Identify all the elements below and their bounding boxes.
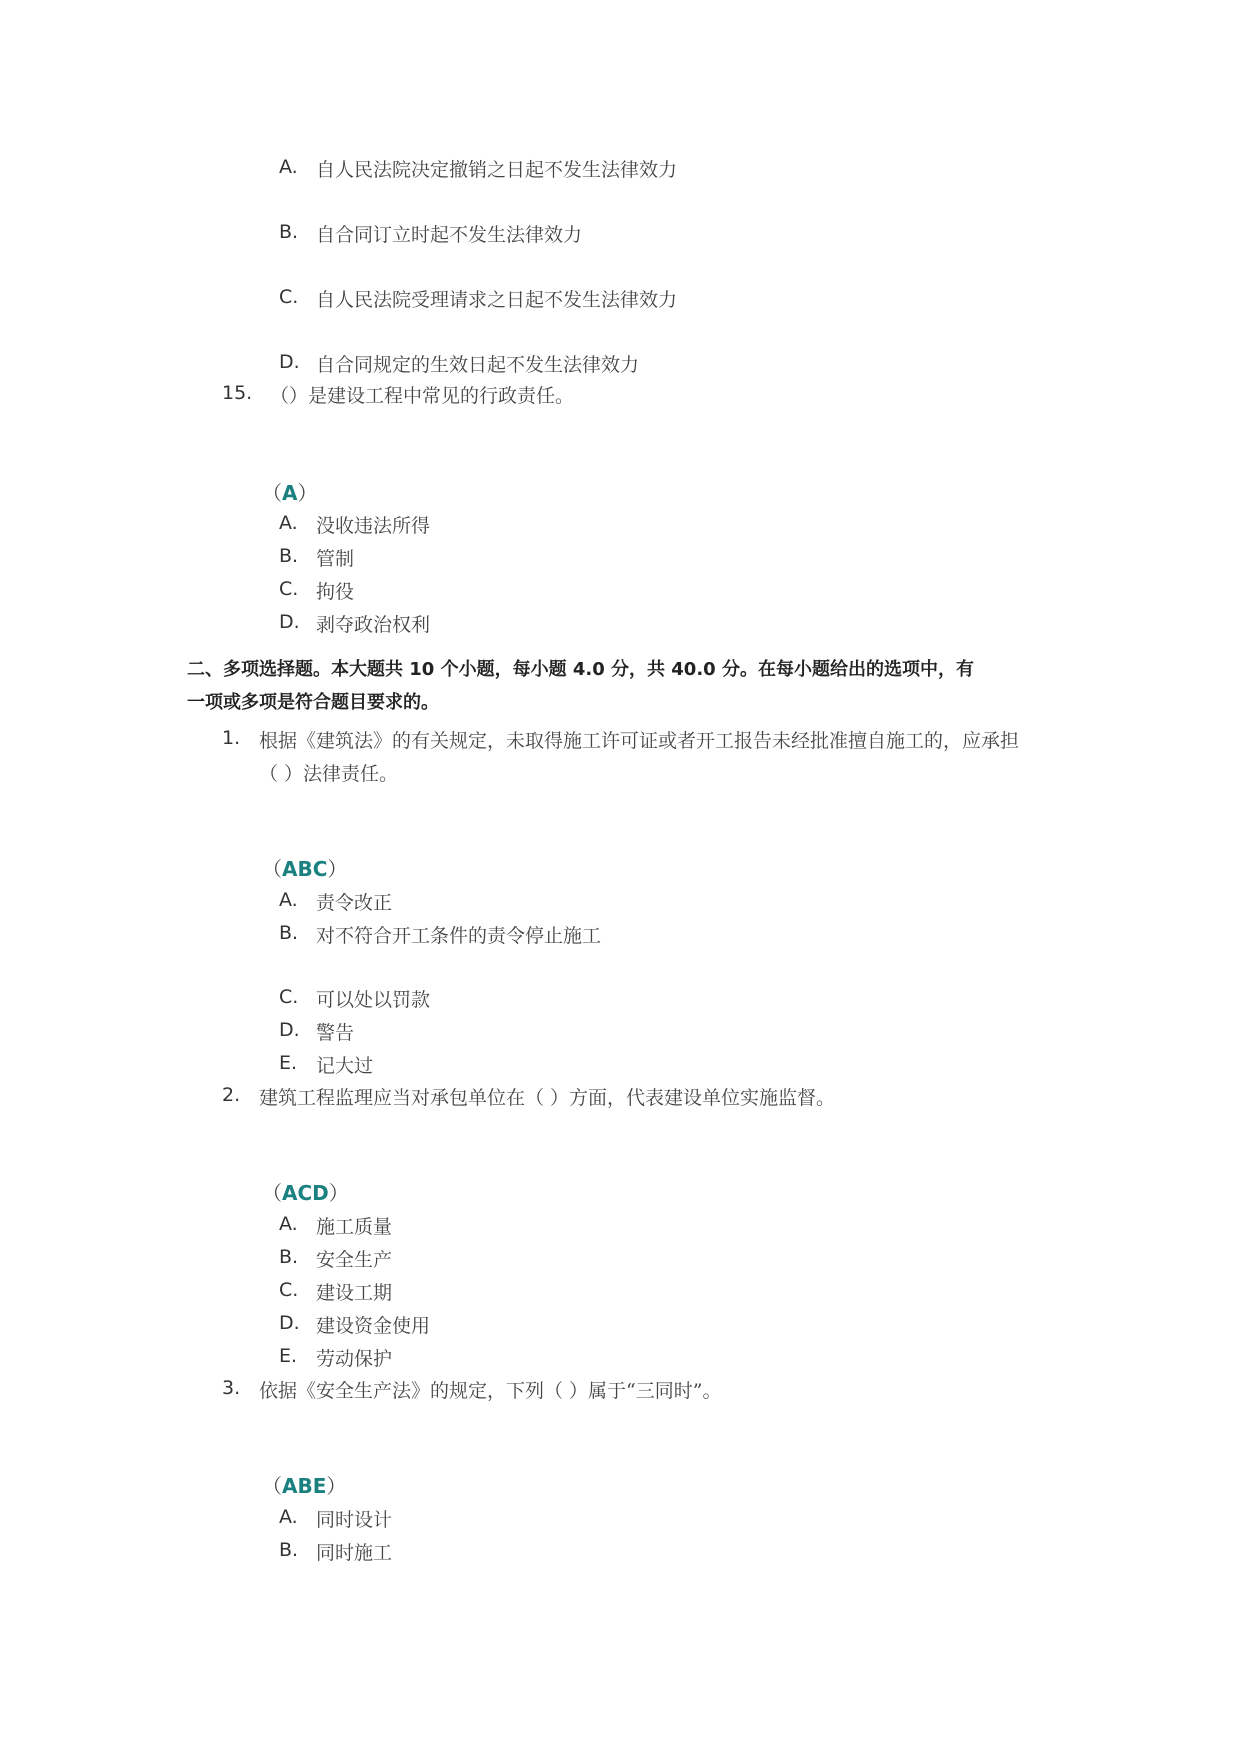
answer-line bbox=[262, 1177, 349, 1206]
question-text: （）是建设工程中常见的行政责任。 bbox=[270, 385, 575, 407]
option-text: 自合同订立时起不发生法律效力 bbox=[316, 224, 583, 246]
option-text: 建设资金使用 bbox=[316, 1315, 431, 1337]
option-label: C. bbox=[279, 286, 299, 308]
option-label: D. bbox=[279, 1312, 300, 1334]
question-text: 建筑工程监理应当对承包单位在（ ）方面，代表建设单位实施监督。 bbox=[259, 1087, 836, 1109]
section-line-1: 二、多项选择题。本大题共 10 个小题，每小题 4.0 分，共 40.0 分。在每小题给出的选项中，有 bbox=[187, 659, 974, 680]
option-text: 建设工期 bbox=[316, 1282, 393, 1304]
option-text: 管制 bbox=[316, 548, 355, 570]
option-label: B. bbox=[279, 1246, 299, 1268]
option-label: A. bbox=[279, 1213, 298, 1235]
option-text: 劳动保护 bbox=[316, 1348, 393, 1370]
question-text-line-1: 根据《建筑法》的有关规定，未取得施工许可证或者开工报告未经批准擅自施工的，应承担 bbox=[259, 730, 1020, 752]
option-label: D. bbox=[279, 1019, 300, 1041]
option-label: B. bbox=[279, 922, 299, 944]
paren-close: ） bbox=[326, 1474, 347, 1498]
option-text: 同时施工 bbox=[316, 1542, 393, 1564]
question-number: 1. bbox=[222, 727, 241, 749]
question-text: 依据《安全生产法》的规定，下列（ ）属于“三同时”。 bbox=[259, 1380, 722, 1402]
option-text: 自合同规定的生效日起不发生法律效力 bbox=[316, 354, 640, 376]
option-text: 拘役 bbox=[316, 581, 355, 603]
answer-line bbox=[262, 853, 347, 882]
paren-close: ） bbox=[328, 1181, 349, 1205]
answer-line bbox=[262, 1470, 346, 1499]
option-label: B. bbox=[279, 221, 299, 243]
option-text: 剥夺政治权利 bbox=[316, 614, 431, 636]
option-text: 责令改正 bbox=[316, 892, 393, 914]
section-line-2: 一项或多项是符合题目要求的。 bbox=[187, 692, 439, 713]
option-text: 没收违法所得 bbox=[316, 515, 431, 537]
option-label: E. bbox=[279, 1052, 298, 1074]
option-text: 自人民法院受理请求之日起不发生法律效力 bbox=[316, 289, 678, 311]
option-label: C. bbox=[279, 578, 299, 600]
answer-value: A bbox=[282, 481, 298, 505]
option-text: 自人民法院决定撤销之日起不发生法律效力 bbox=[316, 159, 678, 181]
option-text: 记大过 bbox=[316, 1055, 374, 1077]
answer-value: ABC bbox=[282, 857, 328, 881]
paren-open: （ bbox=[262, 1474, 282, 1498]
option-text: 对不符合开工条件的责令停止施工 bbox=[316, 925, 602, 947]
option-text: 安全生产 bbox=[316, 1249, 393, 1271]
option-text: 警告 bbox=[316, 1022, 355, 1044]
option-label: D. bbox=[279, 611, 300, 633]
question-number: 3. bbox=[222, 1377, 241, 1399]
answer-value: ABE bbox=[282, 1474, 327, 1498]
option-label: C. bbox=[279, 986, 299, 1008]
option-label: B. bbox=[279, 545, 299, 567]
paren-open: （ bbox=[262, 481, 282, 505]
option-text: 同时设计 bbox=[316, 1509, 393, 1531]
option-label: A. bbox=[279, 889, 298, 911]
paren-open: （ bbox=[262, 857, 282, 881]
option-label: D. bbox=[279, 351, 300, 373]
question-text-line-2: （ ）法律责任。 bbox=[259, 763, 399, 785]
option-label: A. bbox=[279, 156, 298, 178]
question-number: 2. bbox=[222, 1084, 241, 1106]
option-text: 施工质量 bbox=[316, 1216, 393, 1238]
option-label: C. bbox=[279, 1279, 299, 1301]
paren-open: （ bbox=[262, 1181, 282, 1205]
paren-close: ） bbox=[327, 857, 348, 881]
option-label: A. bbox=[279, 512, 298, 534]
option-label: E. bbox=[279, 1345, 298, 1367]
option-label: B. bbox=[279, 1539, 299, 1561]
answer-value: ACD bbox=[282, 1181, 329, 1205]
option-text: 可以处以罚款 bbox=[316, 989, 431, 1011]
paren-close: ） bbox=[297, 481, 318, 505]
question-number: 15. bbox=[222, 382, 253, 404]
option-label: A. bbox=[279, 1506, 298, 1528]
answer-line bbox=[262, 477, 317, 506]
